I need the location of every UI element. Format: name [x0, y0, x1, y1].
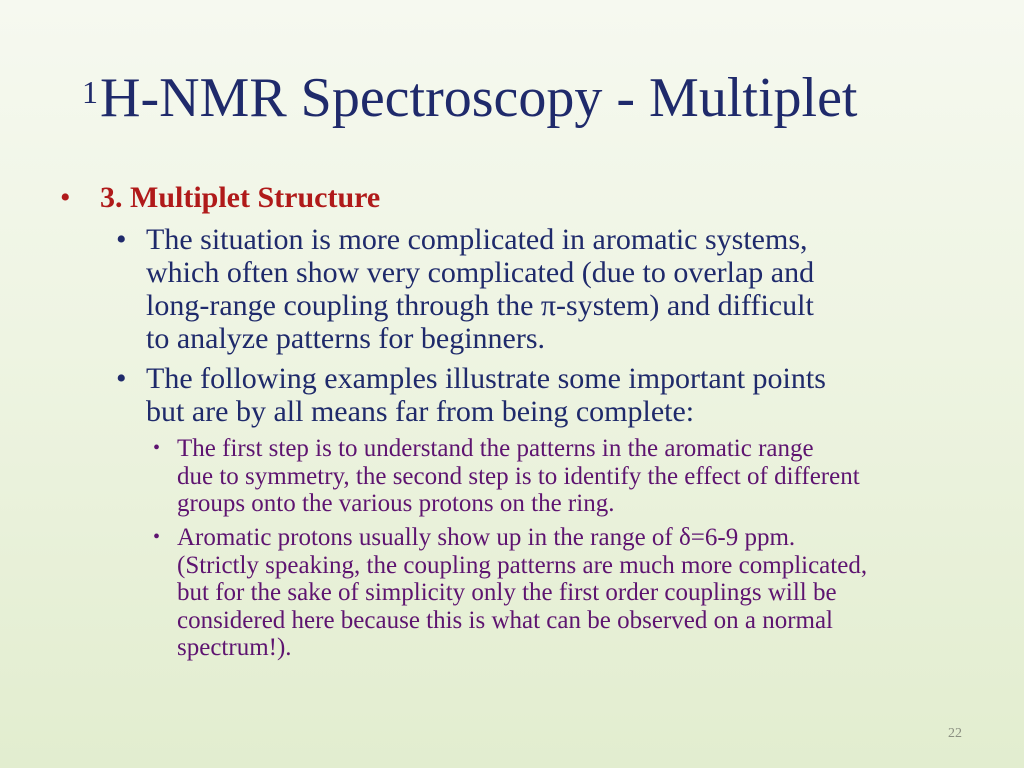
bullet-heading: 3. Multiplet Structure: [100, 181, 381, 214]
text-line: long-range coupling through the π-system) and difficult: [146, 289, 814, 322]
slide-title: [82, 62, 857, 134]
text-line: but are by all means far from being complete:: [146, 395, 695, 428]
sub-bullet-text: [146, 223, 936, 355]
sub-sub-bullet-text: [177, 524, 977, 662]
text-line: which often show very complicated (due to overlap and: [146, 256, 815, 289]
sub-bullet-text: [146, 362, 936, 428]
bullet-marker: •: [60, 181, 71, 214]
text-line: spectrum!).: [177, 634, 292, 661]
text-line: to analyze patterns for beginners.: [146, 322, 546, 355]
text-line: The first step is to understand the patterns in the aromatic range: [177, 435, 814, 462]
text-line: The situation is more complicated in aromatic systems,: [146, 223, 808, 256]
sub-sub-bullet-marker: •: [153, 526, 161, 548]
title-superscript: 1: [82, 74, 98, 110]
text-line: due to symmetry, the second step is to identify the effect of different: [177, 462, 860, 490]
sub-sub-bullet-text: [177, 435, 977, 518]
text-line: but for the sake of simplicity only the first order couplings will be: [177, 579, 837, 606]
sub-bullet-marker: •: [116, 362, 127, 395]
sub-bullet-marker: •: [116, 223, 127, 256]
page-number: 22: [948, 726, 962, 741]
text-line: considered here because this is what can be observed on a normal: [177, 606, 834, 634]
text-line: Aromatic protons usually show up in the range of δ=6-9 ppm.: [177, 524, 796, 551]
title-text: H-NMR Spectroscopy - Multiplet: [100, 67, 858, 129]
sub-sub-bullet-marker: •: [153, 437, 161, 459]
text-line: The following examples illustrate some important points: [146, 362, 826, 395]
text-line: groups onto the various protons on the ring.: [177, 490, 615, 517]
text-line: (Strictly speaking, the coupling patterns are much more complicated,: [177, 551, 868, 579]
